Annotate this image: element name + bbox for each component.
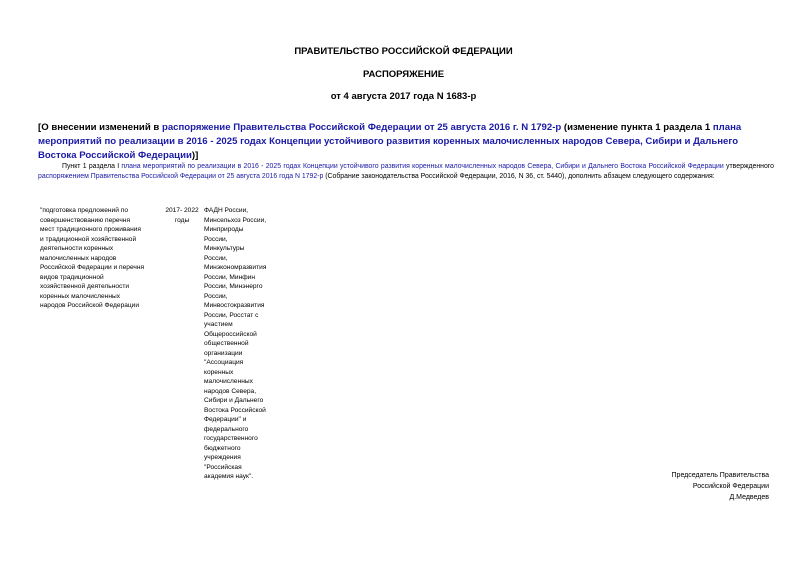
executors-text-line: ФАДН России, — [204, 207, 249, 214]
executors-text-line: Востока Российской — [204, 406, 266, 414]
executors-text-line: участием — [204, 321, 233, 328]
executors-text-line: "Российская — [204, 463, 242, 471]
paragraph-link-order[interactable]: распоряжением Правительства Российской Федерации от 25 августа 2016 года N 1792-р — [38, 172, 324, 180]
executors-text-line: России, Минфин — [204, 273, 255, 281]
paragraph-text-2: утвержденного — [723, 163, 774, 170]
executors-text-line: Минвостокразвития — [204, 302, 265, 309]
executors-text-line: бюджетного — [204, 444, 241, 452]
executors-text-line: академия наук". — [204, 473, 254, 480]
table-cell-executors — [204, 206, 286, 482]
signatory-position-line1: Председатель Правительства — [671, 472, 769, 479]
executors-text-line: России, — [204, 254, 228, 262]
executors-text-line: Минприроды — [204, 226, 244, 233]
measure-text-line: "подготовка предложений по — [40, 207, 128, 214]
signatory-name: Д.Медведев — [729, 494, 769, 501]
document-type: РАСПОРЯЖЕНИЕ — [362, 69, 445, 80]
document-authority-title: ПРАВИТЕЛЬСТВО РОССИЙСКОЙ ФЕДЕРАЦИИ — [294, 46, 513, 57]
executors-text-line: России, — [204, 292, 228, 300]
heading-link-plan[interactable]: плана мероприятий по реализации в 2016 - 2025 годах Концепции устойчивого развития коренных малочисленных народов Севера, Сибири и Дальнего Востока Российской Федерации — [38, 122, 742, 161]
executors-text-line: народов Севера, — [204, 387, 257, 395]
body-paragraph — [38, 162, 774, 181]
measure-text-line: видов традиционной — [40, 273, 104, 281]
document-heading — [38, 121, 778, 163]
measure-text-line: народов Российской Федерации — [40, 302, 140, 309]
paragraph-text-3: (Собрание законодательства Российской Федерации, 2016, N 36, ст. 5440), дополнить абзацем следующего содержания: — [323, 172, 715, 180]
measure-text-line: малочисленных народов — [40, 254, 117, 262]
executors-text-line: коренных — [204, 368, 234, 376]
executors-text-line: России, Росстат с — [204, 311, 259, 319]
executors-text-line: малочисленных — [204, 378, 253, 385]
table-cell-measure — [40, 206, 158, 311]
executors-text-line: "Ассоциация — [204, 359, 244, 366]
heading-text-open: [О внесении изменений в — [38, 122, 162, 133]
executors-text-line: федерального — [204, 425, 249, 433]
executors-text-line: России, — [204, 235, 228, 243]
document-date-number: от 4 августа 2017 года N 1683-р — [330, 91, 477, 102]
executors-text-line: учреждения — [204, 454, 241, 461]
executors-text-line: государственного — [204, 435, 258, 442]
executors-text-line: общественной — [204, 340, 249, 347]
measure-text-line: мест традиционного проживания — [40, 226, 141, 233]
executors-text-line: России, Минэнерго — [204, 283, 263, 290]
measure-text-line: совершенствованию перечня — [40, 216, 131, 224]
measure-text-line: коренных малочисленных — [40, 292, 121, 300]
signatory-position-line2: Российской Федерации — [692, 483, 769, 490]
period-text-line: годы — [174, 216, 190, 224]
executors-text-line: Общероссийской — [204, 330, 257, 338]
executors-text-line: Минэкономразвития — [204, 264, 267, 271]
paragraph-link-plan[interactable]: плана мероприятий по реализации в 2016 - 2025 годах Концепции устойчивого развития коренных малочисленных народов Севера, Сибири и Дальнего Востока Российской Федерации — [121, 163, 724, 170]
measure-text-line: деятельности коренных — [40, 245, 114, 252]
measure-text-line: и традиционной хозяйственной — [40, 235, 137, 243]
executors-text-line: организации — [204, 349, 243, 357]
paragraph-text-1: Пункт 1 раздела I — [62, 163, 120, 170]
heading-link-order[interactable]: распоряжение Правительства Российской Федерации от 25 августа 2016 г. N 1792-р — [161, 122, 562, 133]
measure-text-line: Российской Федерации и перечня — [40, 264, 145, 271]
executors-text-line: Минкультуры — [204, 245, 245, 252]
executors-text-line: Минсельхоз России, — [204, 216, 267, 224]
signature-block — [672, 470, 769, 503]
period-text-line: 2017- 2022 — [165, 207, 199, 214]
table-cell-period — [162, 206, 202, 225]
executors-text-line: Сибири и Дальнего — [204, 397, 264, 404]
heading-text-close: )] — [191, 150, 199, 161]
measure-text-line: хозяйственной деятельности — [40, 283, 130, 290]
executors-text-line: Федерации" и — [204, 416, 247, 423]
heading-text-mid: (изменение пункта 1 раздела 1 — [561, 122, 713, 133]
